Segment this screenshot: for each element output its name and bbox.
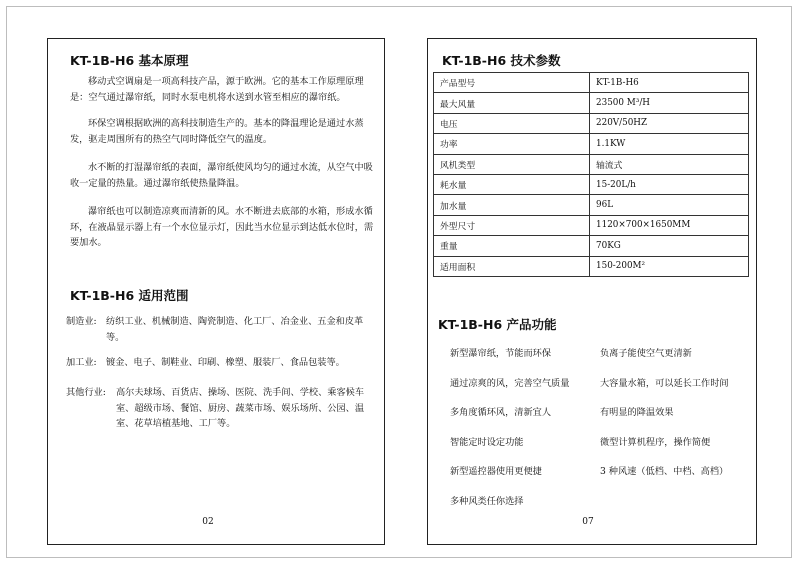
feature-item: 有明显的降温效果: [600, 407, 674, 418]
scope-value: 高尔夫球场、百货店、操场、医院、洗手间、学校、乘客候车室、超级市场、餐馆、厨房、蔬菜市场、娱乐场所、公园、温室、花草培植基地、工厂等。: [116, 387, 365, 429]
feature-item: 多角度循环风，清新宜人: [450, 407, 552, 418]
spec-label: 外型尺寸: [434, 215, 590, 235]
spec-row: [434, 134, 749, 154]
feature-item: 大容量水箱，可以延长工作时间: [600, 377, 729, 389]
scope-item: [66, 314, 378, 348]
feature-item: 微型计算机程序，操作简便: [600, 436, 711, 448]
spec-label: 产品型号: [434, 73, 590, 93]
section-title-application-scope: KT-1B-H6 适用范围: [70, 288, 189, 303]
page-number: 07: [582, 517, 594, 527]
paragraph: 瀑帘纸也可以制造凉爽而清新的风。水不断进去底部的水箱，形成水循环，在液晶显示器上有一个水位显示灯，因此当水位显示到达低水位时，需要加水。: [70, 206, 374, 248]
section-title-tech-specs: KT-1B-H6 技术参数: [442, 53, 561, 68]
spec-value: 220V/50HZ: [590, 113, 749, 133]
spec-row: [434, 256, 749, 276]
spec-value: 1120×700×1650MM: [590, 215, 749, 235]
spec-row: [434, 73, 749, 93]
spec-label: 最大风量: [434, 93, 590, 113]
spec-row: [434, 195, 749, 215]
scope-label: 制造业:: [66, 316, 97, 327]
spec-label: 功率: [434, 134, 590, 154]
scope-item: [66, 355, 378, 373]
spec-row: [434, 154, 749, 174]
scope-value: 镀金、电子、制鞋业、印刷、橡塑、服装厂、食品包装等。: [106, 357, 345, 368]
spec-value: 150-200M²: [590, 256, 749, 276]
scope-value: 纺织工业、机械制造、陶瓷制造、化工厂、冶金业、五金和皮革等。: [106, 316, 364, 343]
page-left: [47, 38, 385, 545]
scope-item: [66, 385, 378, 435]
spec-row: [434, 236, 749, 256]
paragraph: 移动式空调扇是一项高科技产品，源于欧洲。它的基本工作原理原理是：空气通过瀑帘纸，同时水泵电机将水送到水管至相应的瀑帘纸。: [70, 76, 364, 103]
feature-item: 智能定时设定功能: [450, 436, 524, 448]
spec-row: [434, 93, 749, 113]
page-number: 02: [202, 517, 214, 527]
spec-row: [434, 174, 749, 194]
spec-label: 耗水量: [434, 174, 590, 194]
spec-label: 加水量: [434, 195, 590, 215]
spec-row: [434, 113, 749, 133]
scope-label: 加工业:: [66, 357, 97, 368]
section-title-product-features: KT-1B-H6 产品功能: [438, 317, 557, 332]
spec-label: 适用面积: [434, 256, 590, 276]
scope-label: 其他行业:: [66, 387, 106, 398]
feature-item: 新型瀑帘纸，节能而环保: [450, 348, 552, 359]
spec-label: 重量: [434, 236, 590, 256]
spec-value: 15-20L/h: [590, 174, 749, 194]
document-spread: [6, 6, 792, 558]
paragraph: 水不断的打湿瀑帘纸的表面，瀑帘纸使风均匀的通过水流，从空气中吸收一定量的热量。通过瀑帘纸使热量降温。: [70, 162, 373, 189]
spec-label: 电压: [434, 113, 590, 133]
spec-value: KT-1B-H6: [590, 73, 749, 93]
feature-item: 通过凉爽的风，完善空气质量: [450, 377, 570, 389]
spec-table: [433, 72, 749, 277]
spec-value: 1.1KW: [590, 134, 749, 154]
spec-row: [434, 215, 749, 235]
spec-value: 70KG: [590, 236, 749, 256]
paragraph: 环保空调根据欧洲的高科技制造生产的。基本的降温理论是通过水蒸发，驱走周围所有的热空气同时降低空气的温度。: [70, 118, 364, 145]
spec-value: 23500 M³/H: [590, 93, 749, 113]
spec-value: 轴流式: [590, 154, 749, 174]
feature-item: 多种风类任你选择: [450, 495, 524, 507]
section-title-basic-principle: KT-1B-H6 基本原理: [70, 53, 189, 68]
spec-value: 96L: [590, 195, 749, 215]
spec-label: 风机类型: [434, 154, 590, 174]
feature-item: 负离子能使空气更清新: [600, 348, 692, 359]
feature-item: 3 种风速（低档、中档、高档）: [600, 466, 729, 477]
feature-item: 新型遥控器使用更便捷: [450, 466, 542, 477]
page-right: [427, 38, 757, 545]
